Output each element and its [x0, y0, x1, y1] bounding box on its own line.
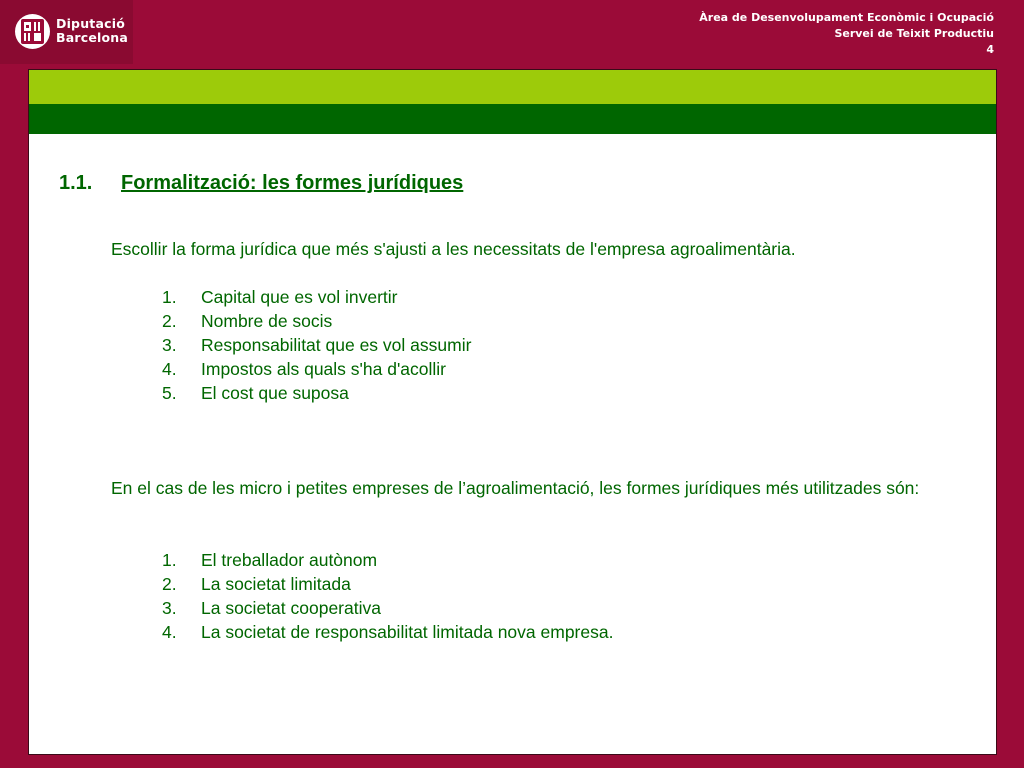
list-item: [162, 381, 471, 405]
logo-text: [56, 17, 128, 45]
logo-line-1: Diputació: [56, 16, 125, 31]
title-number: 1.1.: [59, 172, 93, 194]
list-item-number: 1.: [162, 287, 177, 307]
list-item: [162, 596, 613, 620]
list-item-number: 2.: [162, 574, 177, 594]
header-info: [699, 10, 994, 58]
list-item-number: 4.: [162, 359, 177, 379]
page-number: 4: [986, 43, 994, 56]
list-item-text: Capital que es vol invertir: [201, 287, 398, 307]
slide-content: [28, 69, 997, 755]
page-title: [59, 172, 463, 195]
list-item-text: Nombre de socis: [201, 311, 333, 331]
service-label: Servei de Teixit Productiu: [834, 27, 994, 40]
top-band-light: [29, 70, 996, 104]
diputacio-emblem-icon: [15, 14, 50, 49]
criteria-list: [162, 285, 471, 405]
area-label: Àrea de Desenvolupament Econòmic i Ocupació: [699, 11, 994, 24]
top-band-dark: [29, 104, 996, 134]
list-item: [162, 548, 613, 572]
list-item-text: El cost que suposa: [201, 383, 349, 403]
forms-list: [162, 548, 613, 644]
title-text: Formalització: les formes jurídiques: [121, 172, 464, 194]
list-item-number: 5.: [162, 383, 177, 403]
list-item: [162, 572, 613, 596]
logo-line-2: Barcelona: [56, 30, 129, 45]
list-item-text: La societat cooperativa: [201, 598, 381, 618]
diputacio-logo: [0, 0, 133, 64]
list-item-number: 3.: [162, 598, 177, 618]
list-item-text: La societat de responsabilitat limitada nova empresa.: [201, 622, 614, 642]
list-item-number: 2.: [162, 311, 177, 331]
list-item: [162, 333, 471, 357]
list-item-text: Impostos als quals s'ha d'acollir: [201, 359, 446, 379]
list-item-number: 1.: [162, 550, 177, 570]
list-item-text: El treballador autònom: [201, 550, 378, 570]
list-item-number: 3.: [162, 335, 177, 355]
list-item: [162, 309, 471, 333]
list-item-text: Responsabilitat que es vol assumir: [201, 335, 472, 355]
list-item-number: 4.: [162, 622, 177, 642]
list-item: [162, 285, 471, 309]
list-item: [162, 620, 613, 644]
intro-paragraph: Escollir la forma jurídica que més s'ajusti a les necessitats de l'empresa agroalimentària.: [111, 239, 796, 259]
list-item: [162, 357, 471, 381]
list-item-text: La societat limitada: [201, 574, 351, 594]
forms-intro-paragraph: En el cas de les micro i petites empreses de l’agroalimentació, les formes jurídiques més utilitzades són:: [111, 478, 920, 498]
